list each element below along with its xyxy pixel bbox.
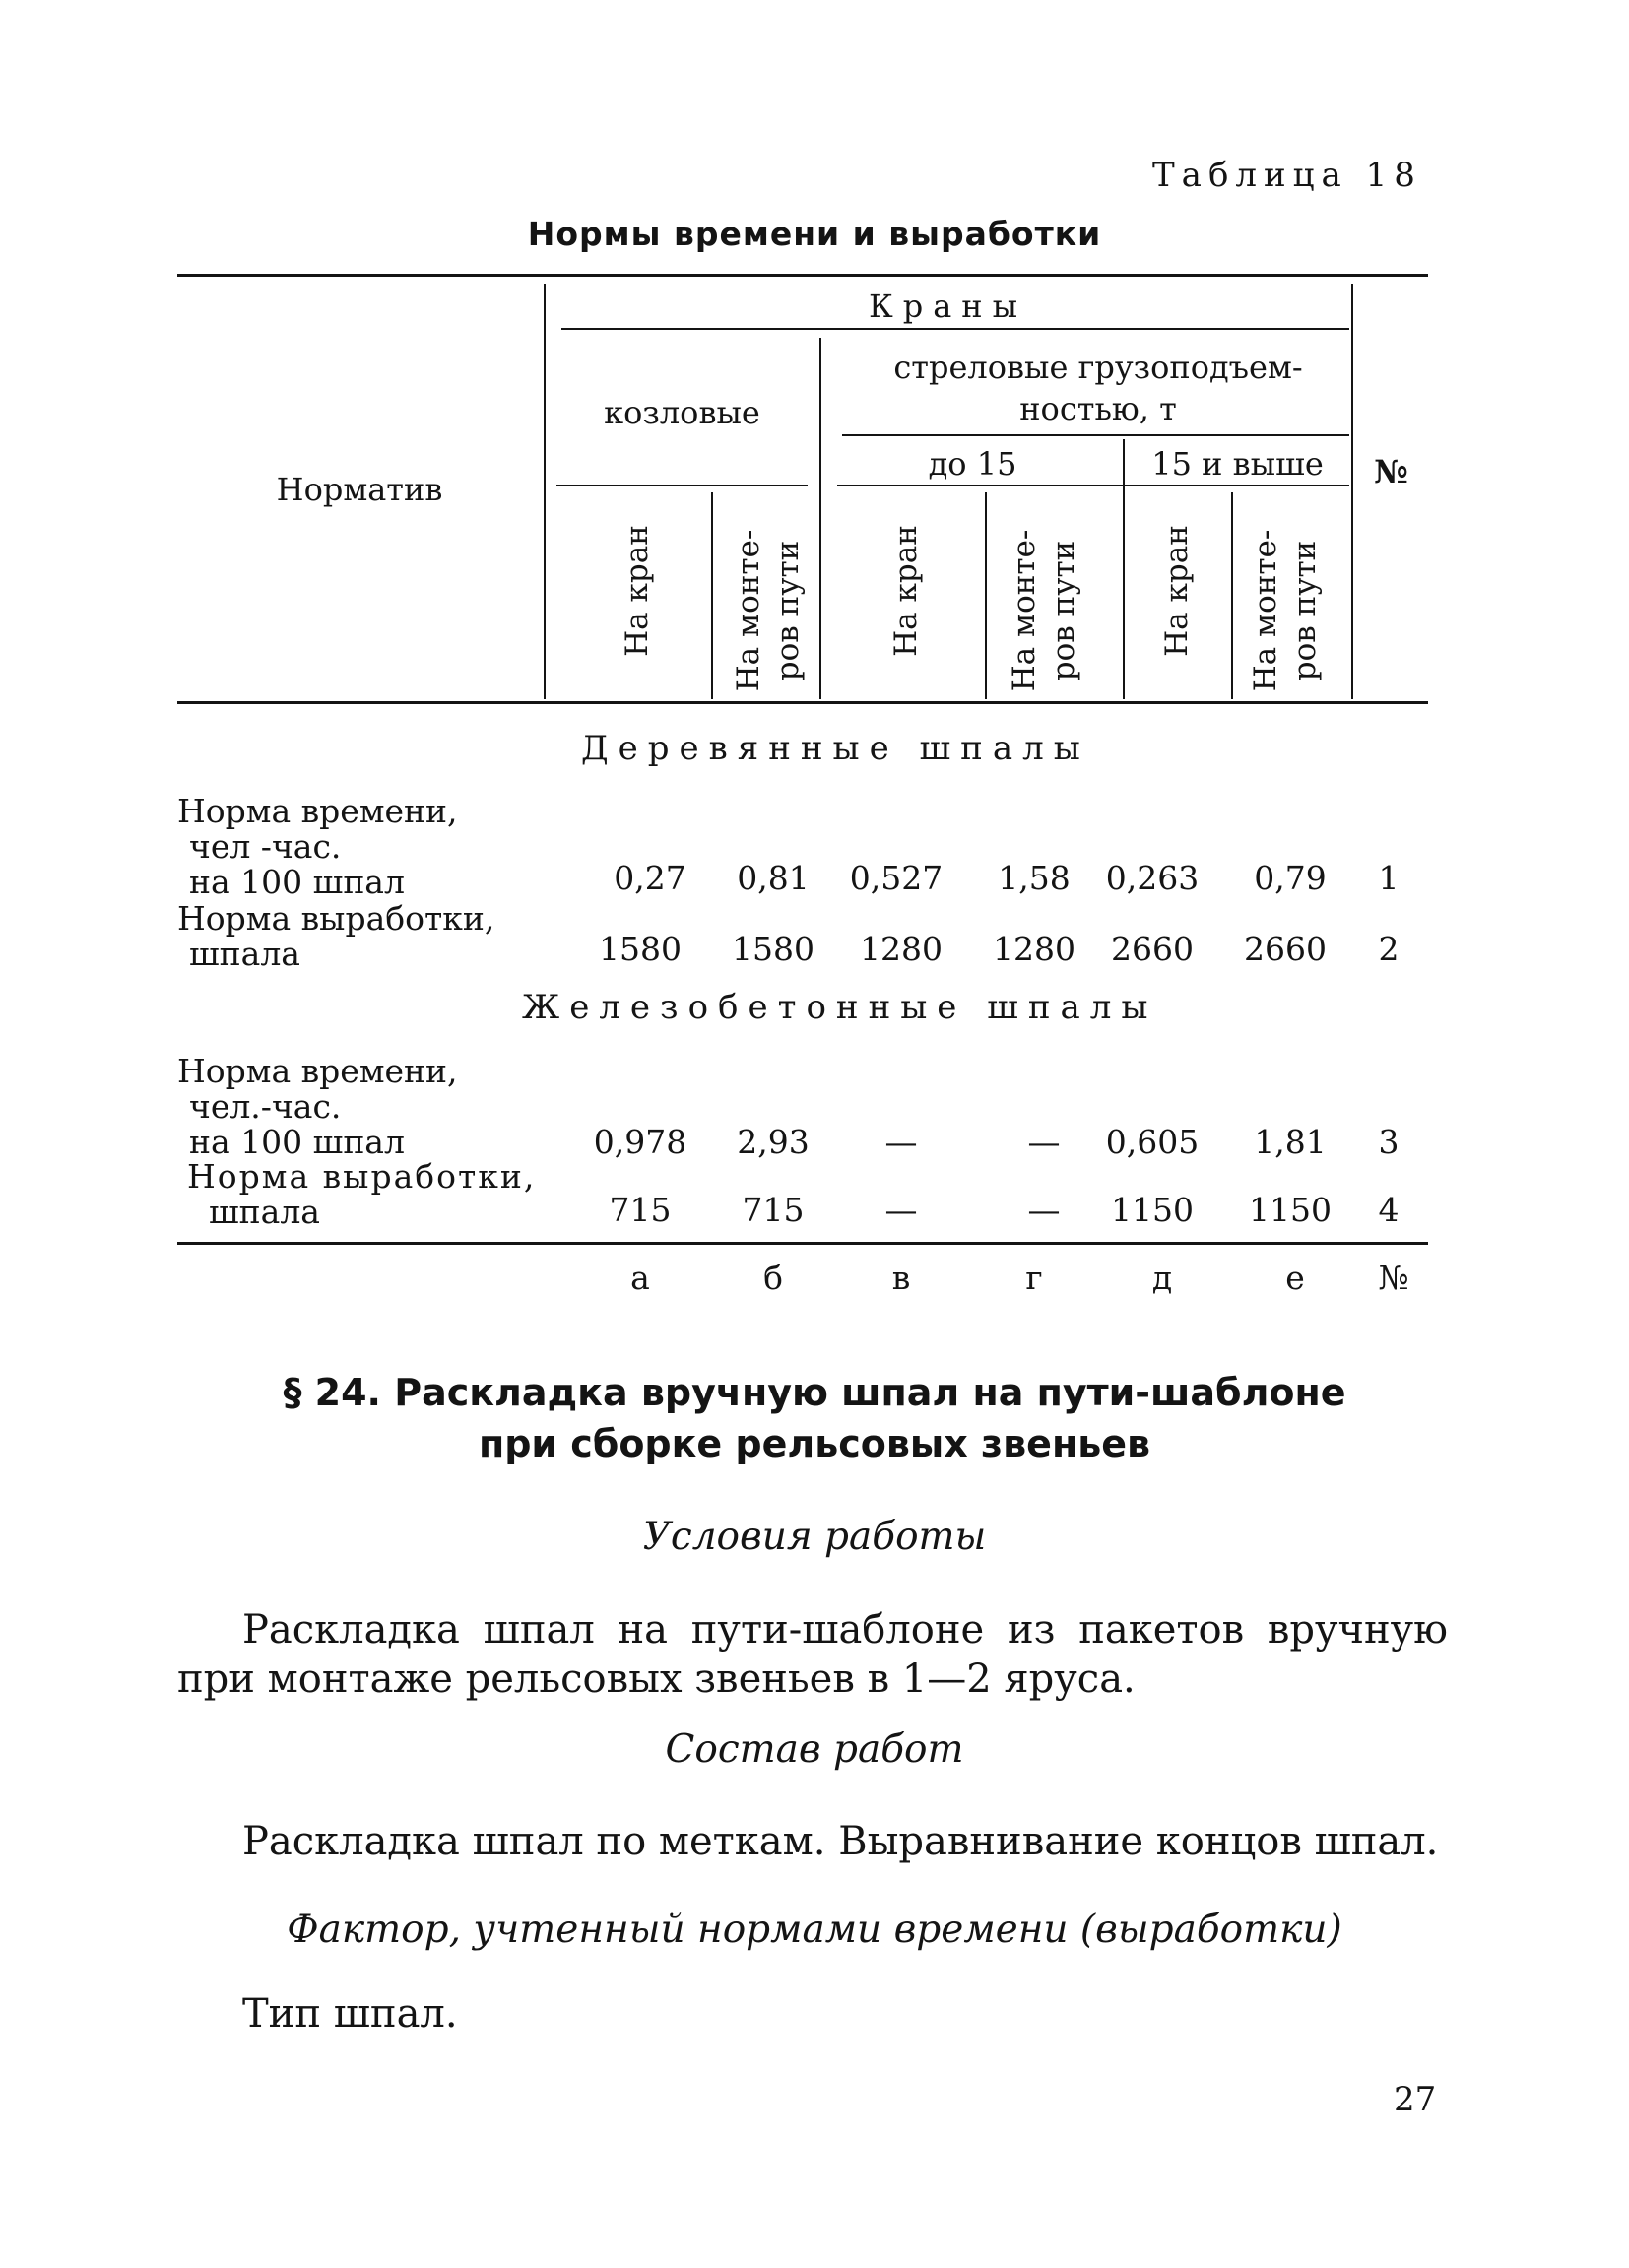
header-normativ: Норматив: [276, 471, 443, 508]
row4-label: [177, 1159, 536, 1230]
row3-label-line2: чел.-час.: [189, 1087, 342, 1126]
row3-val-d: —: [1027, 1123, 1061, 1161]
conditions-title: Условия работы: [642, 1515, 987, 1559]
header-upto15-per-crane: На кран: [888, 525, 924, 657]
row2-val-f: 2660: [1244, 930, 1327, 968]
row1-val-d: 1,58: [998, 859, 1071, 897]
row2-val-c: 1280: [860, 930, 943, 968]
row2-val-e: 2660: [1111, 930, 1194, 968]
header-gantry-per-fitter: На монте- ров пути: [731, 529, 806, 692]
sub-rule-right: [837, 485, 1349, 486]
section-heading-line1: § 24. Раскладка вручную шпал на пути-шаблоне: [283, 1371, 1346, 1414]
row4-val-a: 715: [609, 1191, 672, 1229]
header-num: №: [1374, 453, 1408, 490]
section-heading-line2: при сборке рельсовых звеньев: [478, 1422, 1151, 1465]
page-number: 27: [1394, 2080, 1437, 2119]
factor-title: Фактор, учтенный нормами времени (выработки): [287, 1908, 1342, 1952]
col-letter-b: б: [763, 1259, 783, 1297]
header-bottom-rule: [177, 701, 1428, 704]
cranes-rule: [561, 328, 1349, 330]
col-letter-e: д: [1151, 1259, 1173, 1297]
header-jib: стреловые грузоподъем- ностью, т: [893, 349, 1303, 427]
row1-label-line1: Норма времени,: [177, 792, 458, 830]
row3-label-line1: Норма времени,: [177, 1052, 458, 1090]
table-title: Нормы времени и выработки: [527, 215, 1102, 253]
row3-val-a: 0,978: [593, 1123, 687, 1161]
section-heading: [0, 1367, 1629, 1469]
row1-label-line2: чел -час.: [189, 827, 342, 866]
composition-text: Раскладка шпал по меткам. Выравнивание концов шпал.: [242, 1819, 1439, 1864]
row4-val-f: 1150: [1249, 1191, 1332, 1229]
header-upto15: до 15: [928, 445, 1017, 483]
row1-label: [177, 794, 458, 900]
row3-val-b: 2,93: [737, 1123, 810, 1161]
row3-val-f: 1,81: [1254, 1123, 1327, 1161]
header-cranes: Краны: [868, 288, 1028, 325]
col-letter-f: е: [1285, 1259, 1305, 1297]
header-gantry-per-crane: На кран: [619, 525, 655, 657]
row2-num: 2: [1378, 930, 1400, 968]
row1-num: 1: [1378, 859, 1400, 897]
conditions-text: Раскладка шпал на пути-шаблоне из пакетов вручную при монтаже рельсовых звеньев в 1—2 яруса.: [177, 1607, 1448, 1702]
row4-label-line1: Норма выработки,: [187, 1157, 537, 1196]
jib-rule: [842, 434, 1349, 436]
vline-e-f: [1231, 492, 1233, 699]
row4-num: 4: [1378, 1191, 1400, 1229]
row1-val-e: 0,263: [1105, 859, 1200, 897]
vline-num: [1351, 284, 1353, 699]
section-concrete: Железобетонные шпалы: [522, 988, 1158, 1027]
row1-val-f: 0,79: [1254, 859, 1327, 897]
row3-label: [177, 1054, 458, 1160]
row3-val-e: 0,605: [1105, 1123, 1200, 1161]
row1-val-b: 0,81: [737, 859, 810, 897]
row1-label-line3: на 100 шпал: [189, 863, 405, 901]
row4-val-e: 1150: [1111, 1191, 1194, 1229]
header-over15-per-fitter: На монте- ров пути: [1248, 529, 1323, 692]
row2-val-a: 1580: [599, 930, 682, 968]
table-bottom-rule: [177, 1242, 1428, 1245]
header-over15: 15 и выше: [1151, 445, 1324, 483]
vline-upto-over: [1123, 439, 1125, 699]
factor-text: Тип шпал.: [242, 1991, 458, 2037]
col-letter-a: а: [630, 1259, 650, 1297]
row4-label-line2: шпала: [209, 1193, 320, 1231]
vline-gantry-jib: [819, 338, 821, 699]
row4-val-d: —: [1027, 1191, 1061, 1229]
table-label: Таблица 18: [1152, 156, 1422, 195]
sub-rule-left: [556, 485, 808, 486]
col-letter-c: в: [891, 1259, 911, 1297]
composition-title: Состав работ: [665, 1727, 964, 1772]
vline-a-b: [711, 492, 713, 699]
row2-val-d: 1280: [993, 930, 1075, 968]
vline-normativ: [544, 284, 546, 699]
row2-label-line2: шпала: [189, 935, 300, 973]
row3-val-c: —: [884, 1123, 918, 1161]
row2-val-b: 1580: [732, 930, 814, 968]
col-letter-num: №: [1378, 1259, 1409, 1297]
header-gantry: козловые: [604, 394, 760, 431]
row3-label-line3: на 100 шпал: [189, 1123, 405, 1161]
row4-val-b: 715: [742, 1191, 805, 1229]
row3-num: 3: [1378, 1123, 1400, 1161]
row4-val-c: —: [884, 1191, 918, 1229]
col-letter-d: г: [1025, 1259, 1043, 1297]
row1-val-c: 0,527: [849, 859, 944, 897]
row1-val-a: 0,27: [614, 859, 686, 897]
row2-label: [177, 901, 494, 972]
vline-c-d: [985, 492, 987, 699]
header-over15-per-crane: На кран: [1159, 525, 1195, 657]
header-upto15-per-fitter: На монте- ров пути: [1007, 529, 1081, 692]
table-top-rule: [177, 274, 1428, 277]
row2-label-line1: Норма выработки,: [177, 899, 495, 938]
section-wood: Деревянные шпалы: [581, 729, 1090, 768]
